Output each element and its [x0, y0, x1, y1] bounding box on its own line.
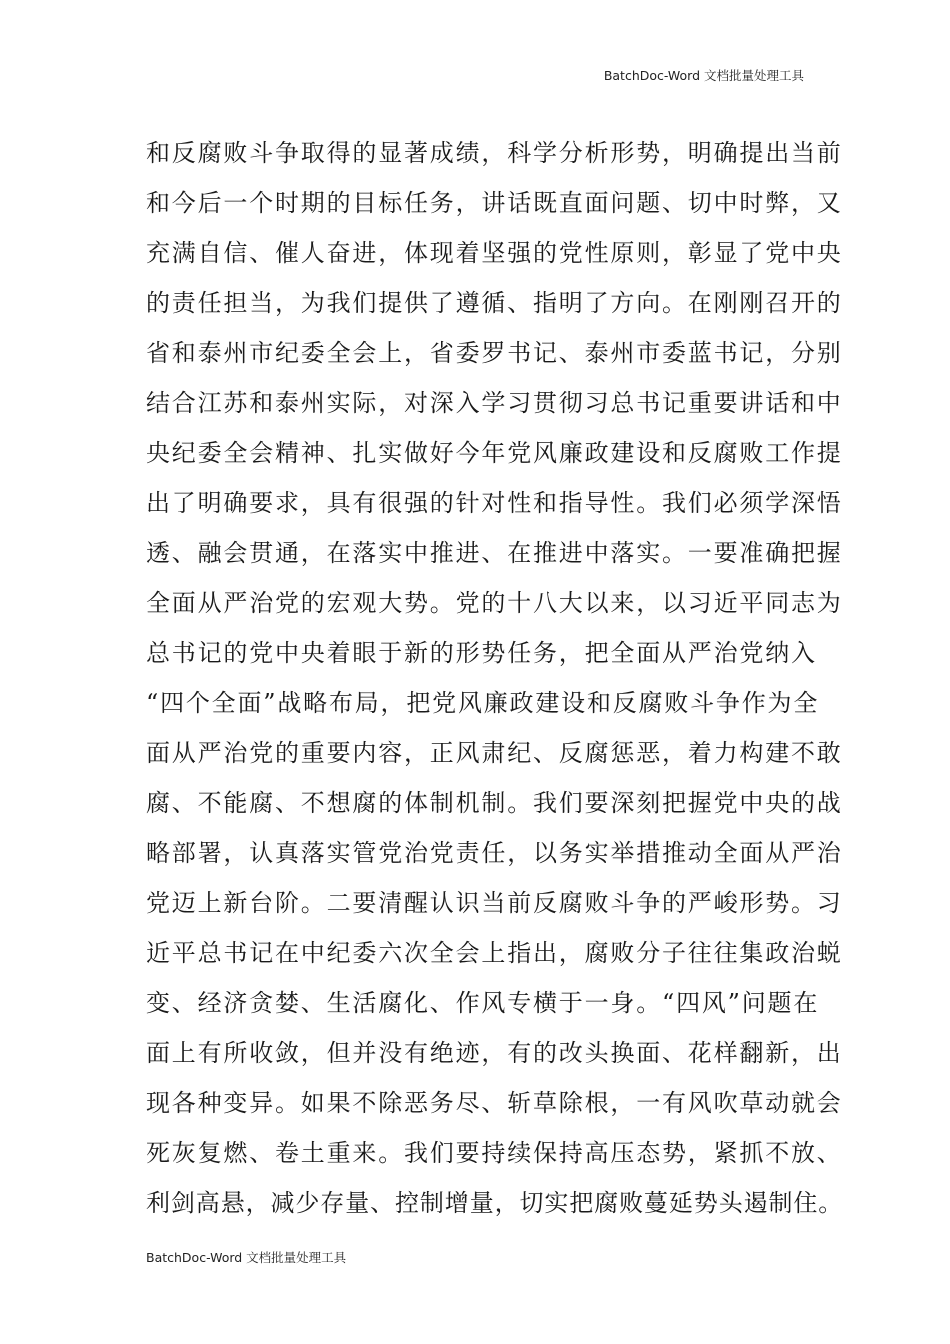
text-line: 结合江苏和泰州实际，对深入学习贯彻习总书记重要讲话和中: [146, 389, 843, 417]
text-line: 和反腐败斗争取得的显著成绩，科学分析形势，明确提出当前: [146, 139, 843, 167]
text-line: 变、经济贪婪、生活腐化、作风专横于一身。“四风”问题在: [146, 989, 820, 1017]
text-line: 略部署，认真落实管党治党责任，以务实举措推动全面从严治: [146, 839, 843, 867]
text-line: 总书记的党中央着眼于新的形势任务，把全面从严治党纳入: [146, 639, 817, 667]
text-line: 央纪委全会精神、扎实做好今年党风廉政建设和反腐败工作提: [146, 439, 843, 467]
body-text: [146, 128, 844, 1228]
text-line: 充满自信、催人奋进，体现着坚强的党性原则，彰显了党中央: [146, 239, 843, 267]
text-line: 出了明确要求，具有很强的针对性和指导性。我们必须学深悟: [146, 489, 843, 517]
page-header: BatchDoc-Word 文档批量处理工具: [603, 68, 804, 83]
text-line: 利剑高悬，减少存量、控制增量，切实把腐败蔓延势头遏制住。: [146, 1189, 844, 1217]
text-line: 省和泰州市纪委全会上，省委罗书记、泰州市委蓝书记，分别: [146, 339, 843, 367]
text-line: 死灰复燃、卷土重来。我们要持续保持高压态势，紧抓不放、: [146, 1139, 843, 1167]
text-line: 党迈上新台阶。二要清醒认识当前反腐败斗争的严峻形势。习: [146, 889, 843, 917]
text-line: 近平总书记在中纪委六次全会上指出，腐败分子往往集政治蜕: [146, 939, 843, 967]
text-line: 现各种变异。如果不除恶务尽、斩草除根，一有风吹草动就会: [146, 1089, 843, 1117]
text-line: 的责任担当，为我们提供了遵循、指明了方向。在刚刚召开的: [146, 289, 843, 317]
text-line: 透、融会贯通，在落实中推进、在推进中落实。一要准确把握: [146, 539, 843, 567]
text-line: 面上有所收敛，但并没有绝迹，有的改头换面、花样翻新，出: [146, 1039, 843, 1067]
text-line: 全面从严治党的宏观大势。党的十八大以来，以习近平同志为: [146, 589, 843, 617]
text-line: 和今后一个时期的目标任务，讲话既直面问题、切中时弊，又: [146, 189, 843, 217]
page-footer: BatchDoc-Word 文档批量处理工具: [146, 1250, 347, 1265]
text-line: “四个全面”战略布局，把党风廉政建设和反腐败斗争作为全: [146, 689, 820, 717]
text-line: 腐、不能腐、不想腐的体制机制。我们要深刻把握党中央的战: [146, 789, 843, 817]
text-line: 面从严治党的重要内容，正风肃纪、反腐惩恶，着力构建不敢: [146, 739, 843, 767]
